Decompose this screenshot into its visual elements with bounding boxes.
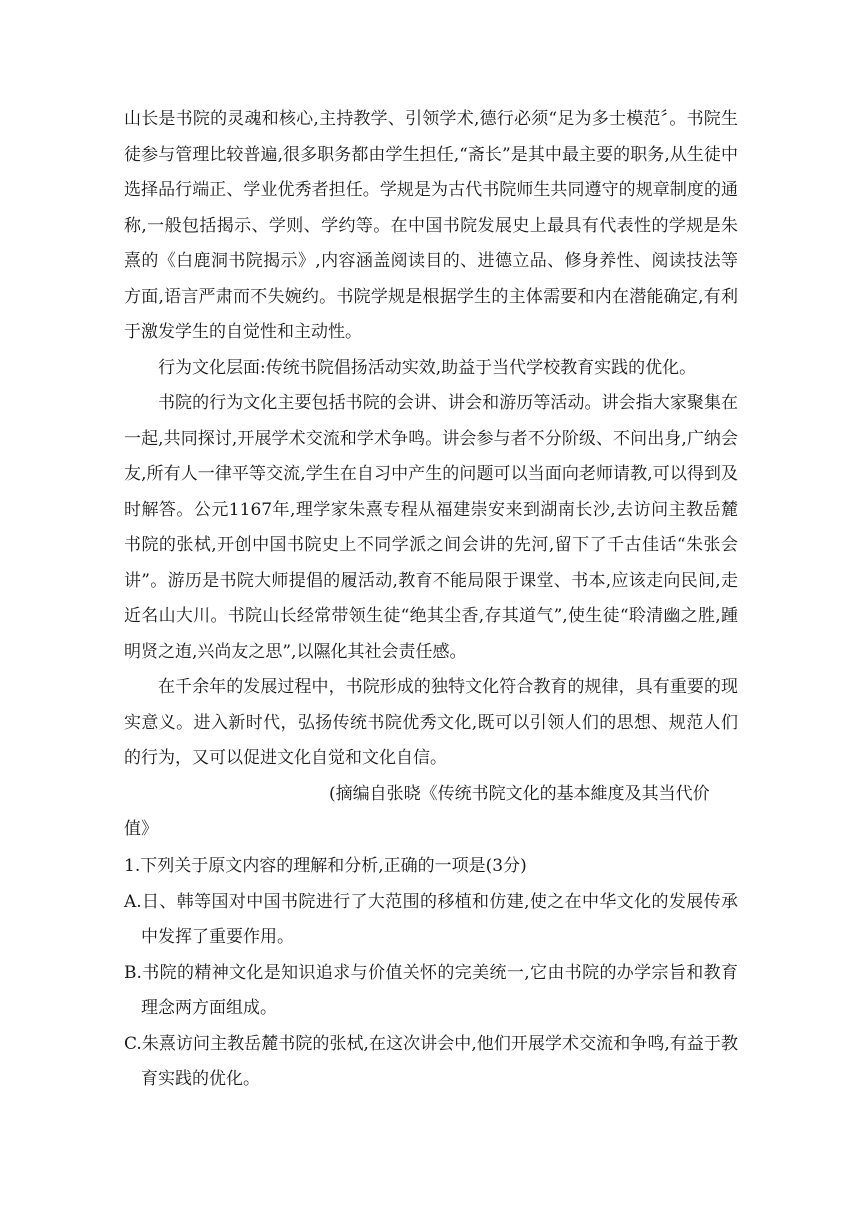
option-c: C.朱熹访问主教岳麓书院的张栻,在这次讲会中,他们开展学术交流和争鸣,有益于教育实践的优化。 [124, 1033, 738, 1089]
question-1 [124, 849, 738, 1098]
paragraph-behavior-culture: 书院的行为文化主要包括书院的会讲、讲会和游历等活动。讲会指大家聚集在一起,共同探讨,开展学术交流和学术争鸣。讲会参与者不分阶级、不问出身,广纳会友,所有人一律平等交流,学生在自习中产生的问题可以当面向老师请教,可以得到及时解答。公元1167年,理学家朱熹专程从福建崇安来到湖南长沙,去访问主教岳麓书院的张栻,开创中国书院史上不同学派之间会讲的先河,留下了千古佳话“朱张会讲”。游历是书院大师提倡的履活动,教育不能局限于课堂、书本,应该走向民间,走近名山大川。书院山长经常带领生徒“绝其尘香,存其道气”,使生徒“聆清幽之胜,踵明贤之迶,兴尚友之思”,以隰化其社会责任感。 [124, 393, 738, 662]
paragraph-conclusion: 在千余年的发展过程中，书院形成的独特文化符合教育的规律，具有重要的现实意义。进入新时代，弘扬传统书院优秀文化,既可以引领人们的思想、规范人们的行为，又可以促进文化自觉和文化自信。 [124, 677, 738, 768]
passage [124, 102, 738, 848]
paragraph-leaders-and-rules: 山长是书院的灵魂和核心,主持教学、引领学术,德行必须“足为多士模范〞。书院生徒参与管理比较普遍,很多职务都由学生担任,“斋长”是其中最主要的职务,从生徒中选择品行端正、学业优秀者担任。学规是为古代书院师生共同遵守的规章制度的通称,一般包括揭示、学则、学约等。在中国书院发展史上最具有代表性的学规是朱熹的《白鹿洞书院揭示》,内容涵盖阅读目的、进德立品、修身养性、阅读技法等方面,语言严肃而不失婉约。书院学规是根据学生的主体需要和内在潜能确定,有利于激发学生的自觉性和主动性。 [124, 109, 738, 342]
paragraph-behavior-culture-heading: 行为文化层面:传统书院倡扬活动实效,助益于当代学校教育实践的优化。 [158, 357, 697, 378]
question-stem: 1.下列关于原文内容的理解和分析,正确的一项是(3分) [124, 856, 527, 876]
option-a: A.日、韩等国对中国书院进行了大范围的移植和仿建,使之在中华文化的发展传承中发挥了重要作用。 [124, 891, 738, 947]
source-citation-continued: 值》 [124, 819, 158, 839]
source-citation: (摘编自张晓《传统书院文化的基本維度及其当代价 [329, 783, 710, 804]
option-b: B.书院的精神文化是知识追求与价值关怀的完美统一,它由书院的办学宗旨和教育理念两方面组成。 [124, 962, 738, 1018]
